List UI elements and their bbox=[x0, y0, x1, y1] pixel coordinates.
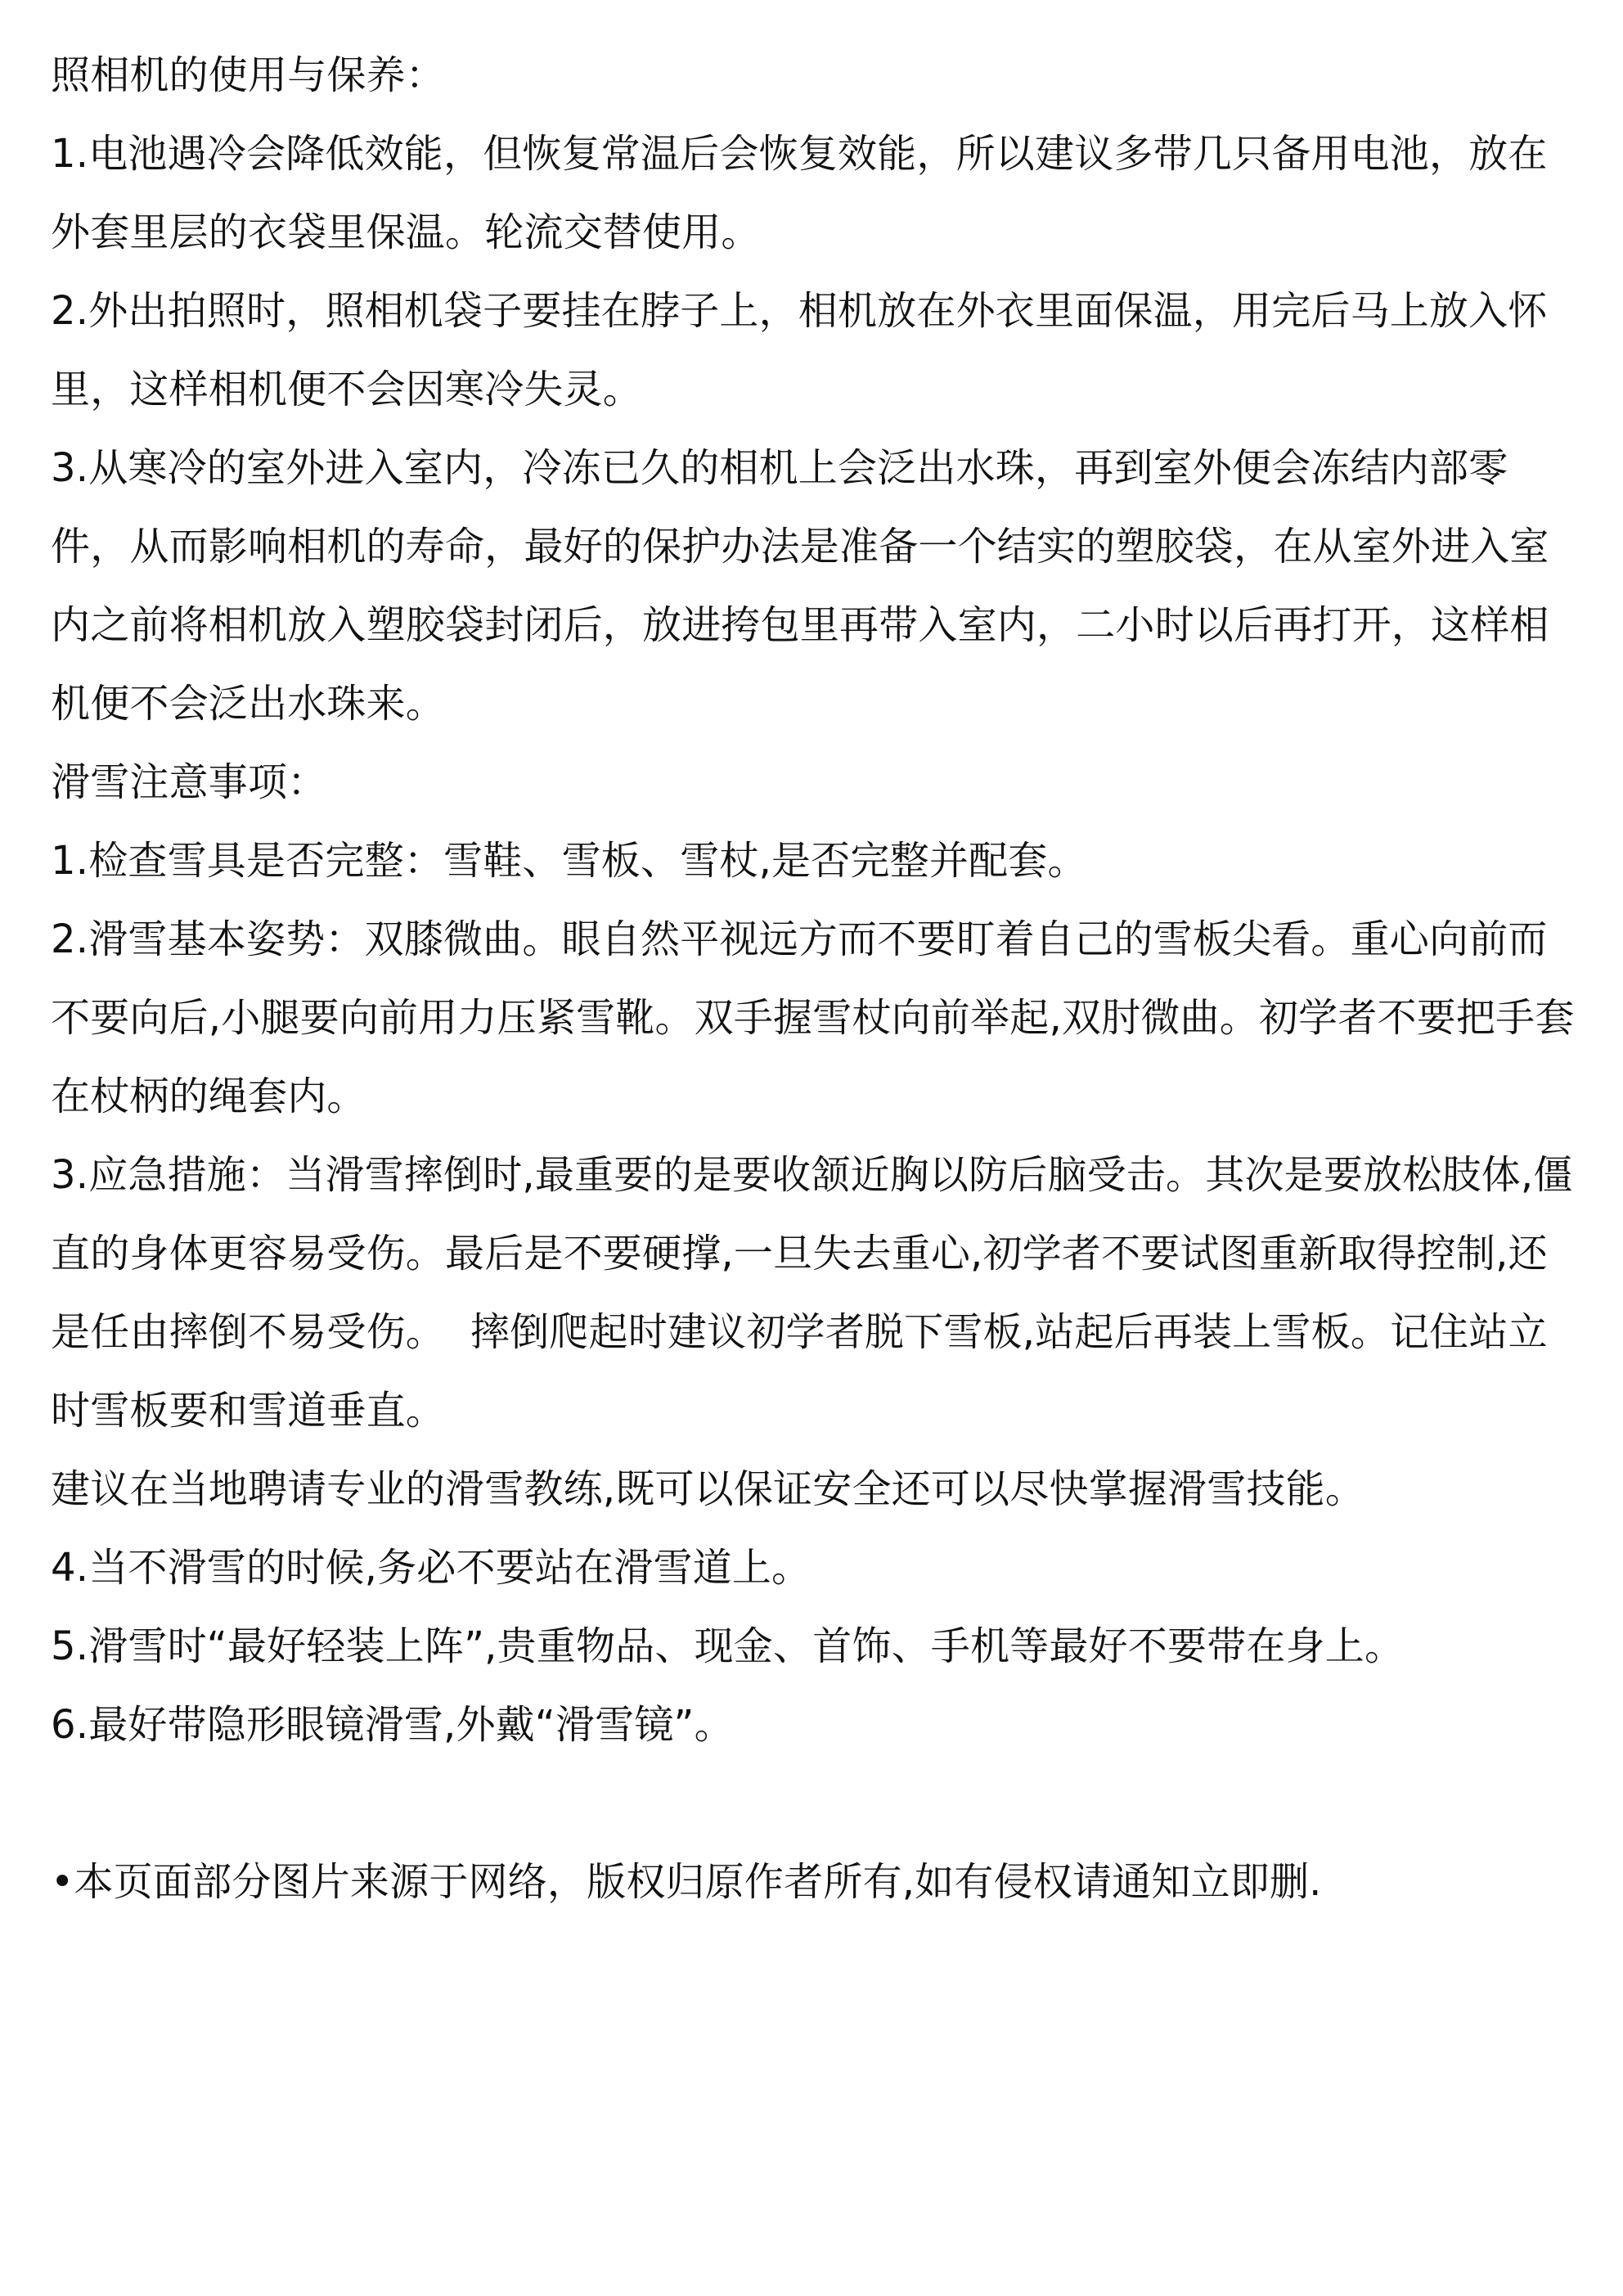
copyright-note: •本页面部分图片来源于网络，版权归原作者所有,如有侵权请通知立即删. bbox=[51, 1859, 1322, 1905]
ski-item-1: 1.检查雪具是否完整：雪鞋、雪板、雪杖,是否完整并配套。 bbox=[51, 838, 1087, 884]
camera-item-1: 1.电池遇冷会降低效能，但恢复常温后会恢复效能，所以建议多带几只备用电池，放在外套里层的衣袋里保温。轮流交替使用。 bbox=[51, 131, 1548, 255]
ski-advice: 建议在当地聘请专业的滑雪教练,既可以保证安全还可以尽快掌握滑雪技能。 bbox=[51, 1466, 1365, 1512]
camera-item-2: 2.外出拍照时，照相机袋子要挂在脖子上，相机放在外衣里面保温，用完后马上放入怀里，这样相机便不会因寒冷失灵。 bbox=[51, 288, 1548, 412]
camera-item-3: 3.从寒冷的室外进入室内，冷冻已久的相机上会泛出水珠，再到室外便会冻结内部零件，从而影响相机的寿命，最好的保护办法是准备一个结实的塑胶袋，在从室外进入室内之前将相机放入塑胶袋封闭后，放进挎包里再带入室内，二小时以后再打开，这样相机便不会泛出水珠来。 bbox=[51, 445, 1549, 727]
ski-item-4: 4.当不滑雪的时候,务必不要站在滑雪道上。 bbox=[51, 1545, 812, 1591]
ski-item-3: 3.应急措施：当滑雪摔倒时,最重要的是要收颔近胸以防后脑受击。其次是要放松肢体,僵直的身体更容易受伤。最后是不要硬撑,一旦失去重心,初学者不要试图重新取得控制,还是任由摔倒不易受伤。 摔倒爬起时建议初学者脱下雪板,站起后再装上雪板。记住站立时雪板要和雪道垂直。 bbox=[51, 1152, 1573, 1434]
ski-item-6: 6.最好带隐形眼镜滑雪,外戴“滑雪镜”。 bbox=[51, 1702, 734, 1748]
camera-section-title: 照相机的使用与保养： bbox=[51, 52, 446, 98]
blank-line bbox=[51, 1764, 1577, 1843]
ski-section-title: 滑雪注意事项： bbox=[51, 759, 327, 805]
ski-item-5: 5.滑雪时“最好轻装上阵”,贵重物品、现金、首饰、手机等最好不要带在身上。 bbox=[51, 1623, 1405, 1669]
ski-item-2: 2.滑雪基本姿势：双膝微曲。眼自然平视远方而不要盯着自己的雪板尖看。重心向前而不要向后,小腿要向前用力压紧雪靴。双手握雪杖向前举起,双肘微曲。初学者不要把手套在杖柄的绳套内。 bbox=[51, 916, 1575, 1119]
